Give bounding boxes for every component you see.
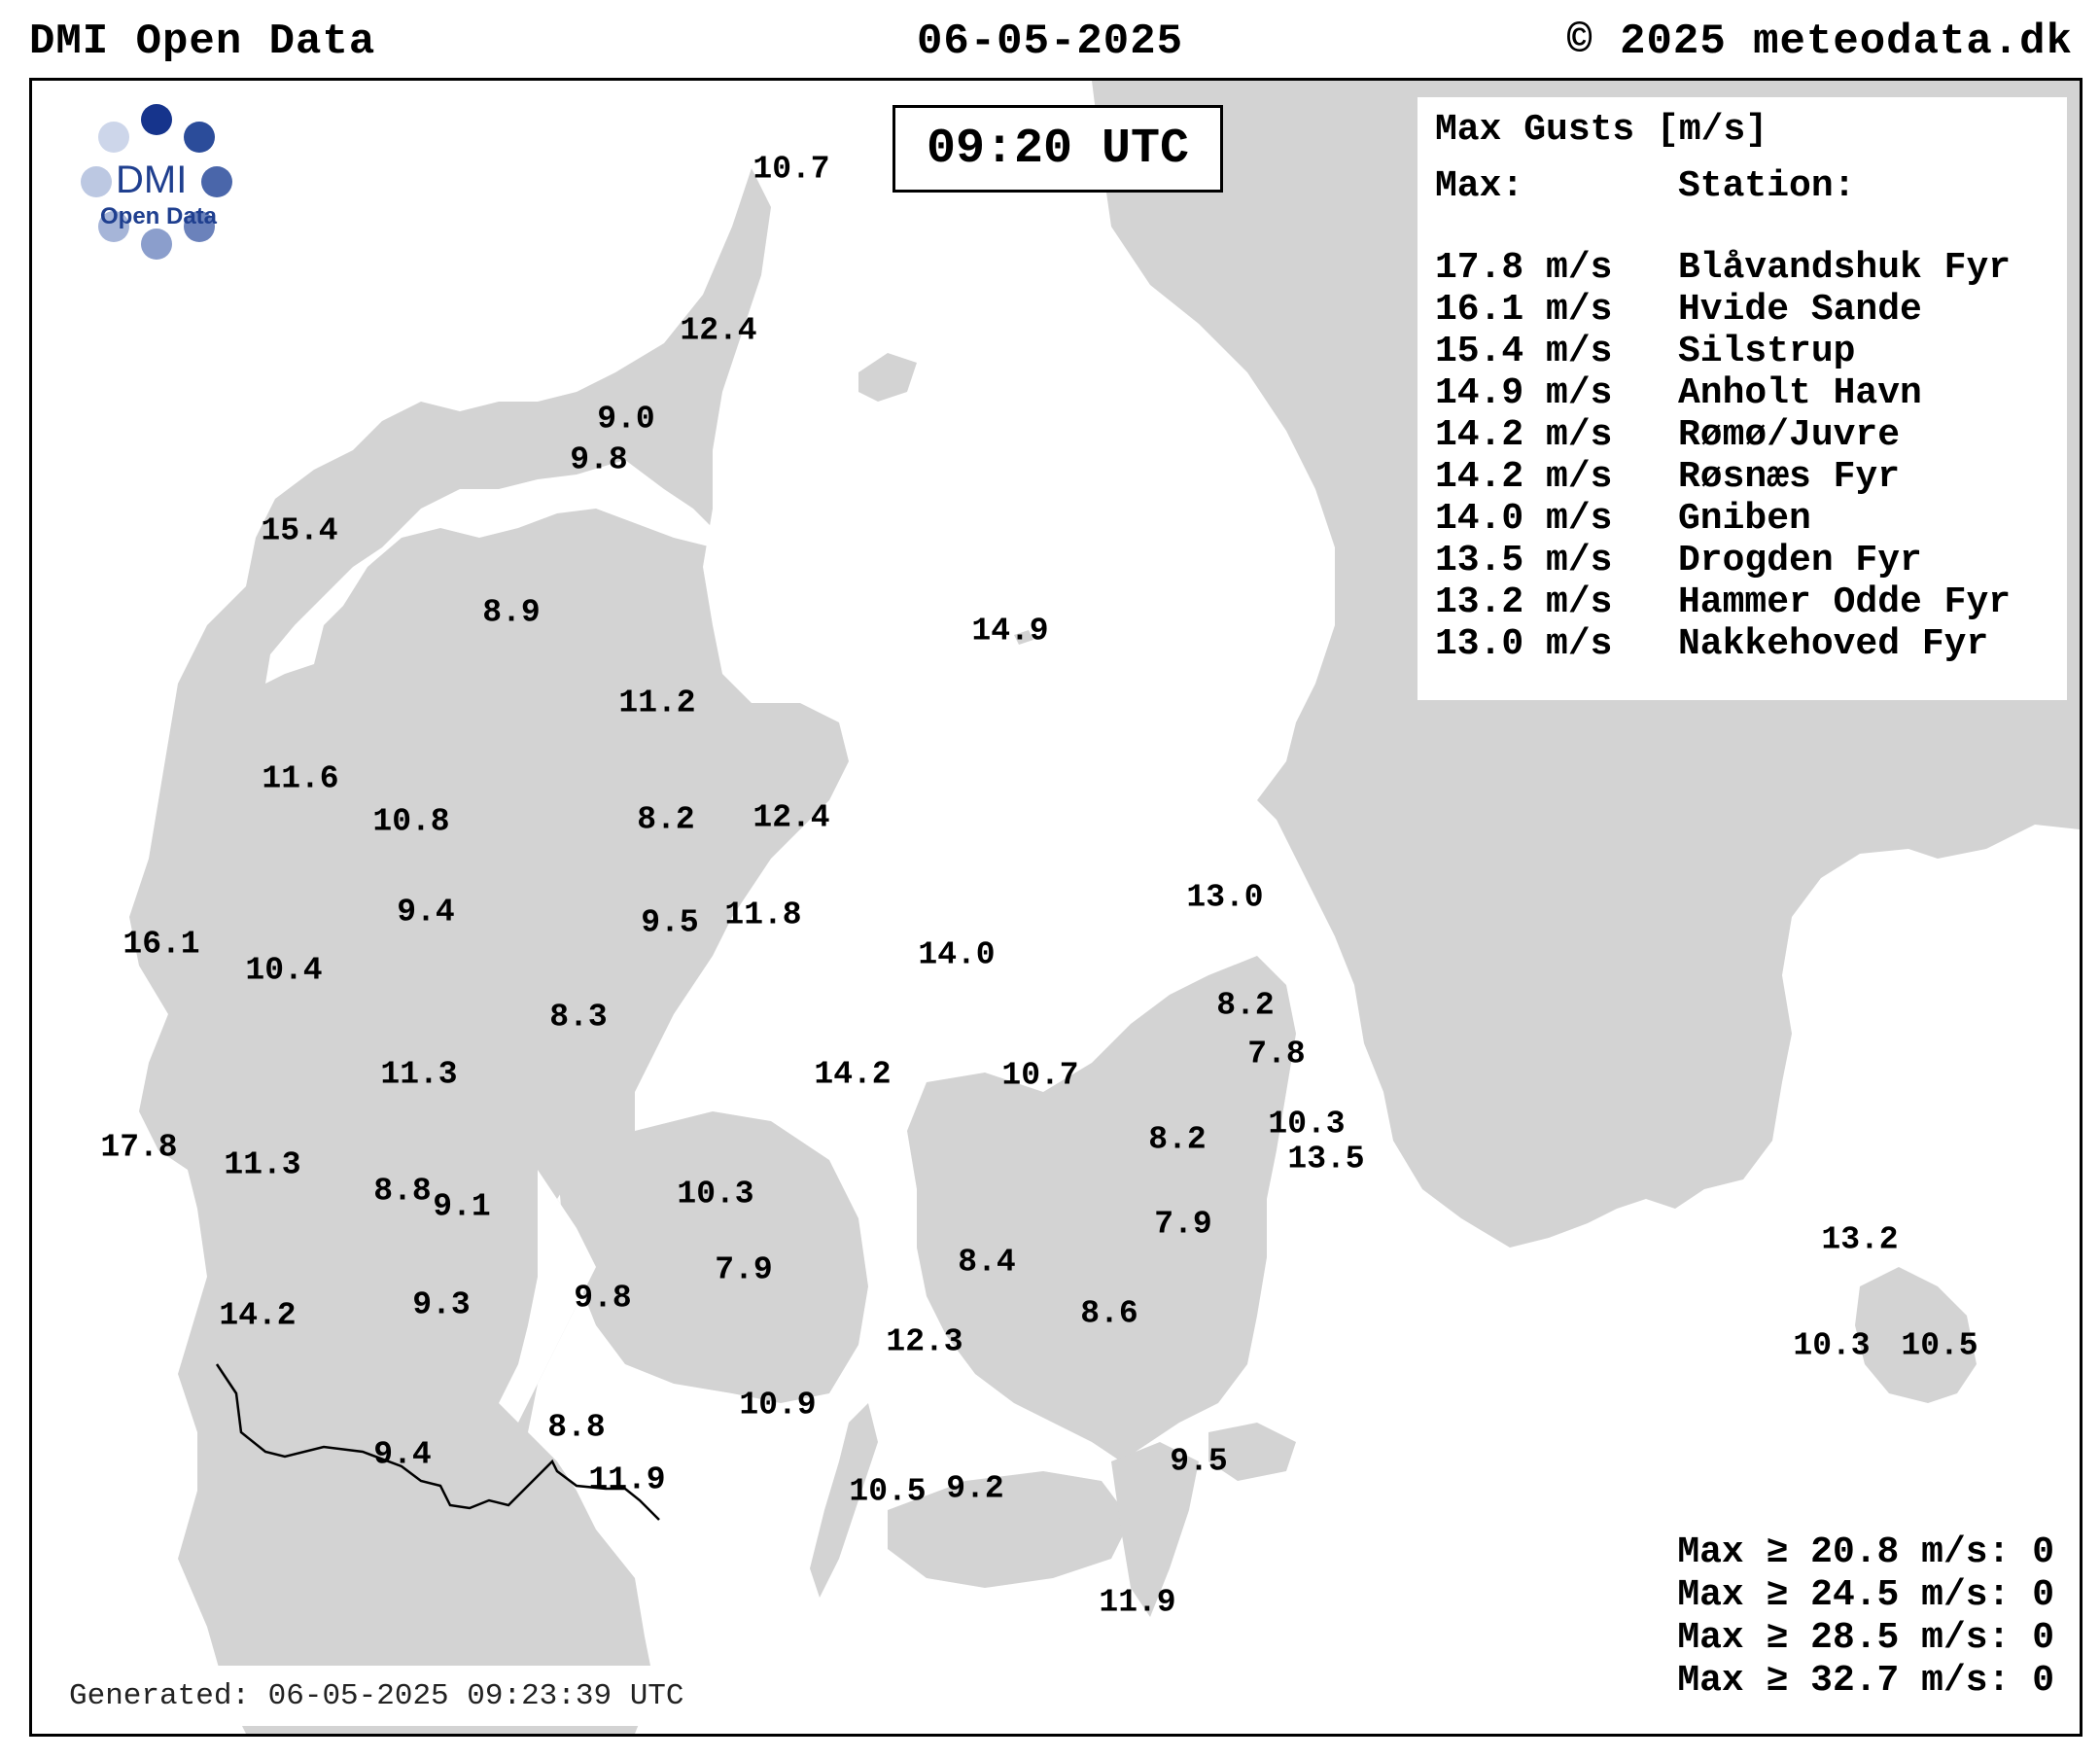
legend-panel xyxy=(1418,97,2067,700)
threshold-label: Max ≥ 28.5 m/s: xyxy=(1677,1617,2011,1659)
station-value: 11.9 xyxy=(588,1461,666,1498)
legend-station: Hvide Sande xyxy=(1678,289,1922,331)
legend-row xyxy=(1435,581,2067,623)
time-label: 09:20 UTC xyxy=(892,105,1223,193)
laeso-landmass xyxy=(858,353,917,402)
threshold-label: Max ≥ 24.5 m/s: xyxy=(1677,1574,2011,1616)
threshold-label: Max ≥ 20.8 m/s: xyxy=(1677,1531,2011,1573)
station-value: 8.8 xyxy=(373,1173,432,1210)
station-value: 10.7 xyxy=(1001,1057,1079,1094)
header-date: 06-05-2025 xyxy=(916,18,1184,66)
station-value: 7.8 xyxy=(1247,1036,1306,1073)
station-value: 13.0 xyxy=(1186,879,1264,916)
legend-station: Rømø/Juvre xyxy=(1678,414,1901,456)
legend-value: 16.1 m/s xyxy=(1435,289,1613,331)
logo-subtext: Open Data xyxy=(100,203,218,229)
station-value: 11.2 xyxy=(618,685,696,721)
logo-dot-1 xyxy=(141,104,172,135)
logo-dot-3 xyxy=(201,166,232,197)
station-value: 8.2 xyxy=(637,801,695,838)
legend-row xyxy=(1435,289,2067,331)
threshold-row xyxy=(1677,1574,2054,1617)
station-value: 9.0 xyxy=(597,401,655,438)
station-value: 10.8 xyxy=(372,803,450,840)
legend-station: Anholt Havn xyxy=(1678,372,1922,414)
threshold-count: 0 xyxy=(2032,1660,2054,1702)
legend-station: Gniben xyxy=(1678,498,1811,540)
header-title: DMI Open Data xyxy=(29,18,376,66)
station-value: 9.1 xyxy=(433,1188,491,1225)
logo-dot-2 xyxy=(184,122,215,153)
station-value: 12.4 xyxy=(680,312,757,349)
legend-station: Røsnæs Fyr xyxy=(1678,456,1901,498)
header-copyright: © 2025 meteodata.dk xyxy=(1566,18,2073,66)
legend-station: Silstrup xyxy=(1678,331,1856,372)
logo-dot-7 xyxy=(81,166,112,197)
station-value: 7.9 xyxy=(1154,1206,1212,1243)
station-value: 9.3 xyxy=(412,1286,471,1323)
legend-row xyxy=(1435,540,2067,581)
station-value: 10.7 xyxy=(752,151,830,188)
funen-landmass xyxy=(557,1111,868,1403)
station-value: 16.1 xyxy=(122,926,200,963)
station-value: 13.2 xyxy=(1821,1221,1899,1258)
station-value: 12.4 xyxy=(752,799,830,836)
legend-column-headers xyxy=(1435,165,2067,247)
threshold-row xyxy=(1677,1617,2054,1660)
station-value: 10.9 xyxy=(739,1387,817,1424)
legend-value: 17.8 m/s xyxy=(1435,247,1613,289)
logo-dot-8 xyxy=(98,122,129,153)
legend-value: 13.2 m/s xyxy=(1435,581,1613,623)
legend-station: Drogden Fyr xyxy=(1678,540,1922,581)
station-value: 8.6 xyxy=(1080,1295,1138,1332)
station-value: 9.4 xyxy=(397,894,455,931)
station-value: 10.3 xyxy=(1268,1106,1346,1143)
zealand-landmass xyxy=(907,956,1296,1461)
station-value: 10.5 xyxy=(1901,1327,1978,1364)
station-value: 11.3 xyxy=(224,1146,301,1183)
station-value: 8.2 xyxy=(1216,987,1275,1024)
jutland-landmass xyxy=(129,168,849,1734)
logo-text: DMI xyxy=(116,158,188,201)
station-value: 10.3 xyxy=(1793,1327,1871,1364)
legend-row xyxy=(1435,623,2067,665)
station-value: 10.5 xyxy=(849,1473,927,1510)
legend-value: 13.5 m/s xyxy=(1435,540,1613,581)
station-value: 12.3 xyxy=(886,1323,963,1360)
legend-row xyxy=(1435,247,2067,289)
station-value: 9.5 xyxy=(1170,1443,1228,1480)
station-value: 11.8 xyxy=(724,897,802,933)
station-value: 11.9 xyxy=(1099,1584,1176,1621)
station-value: 8.3 xyxy=(549,999,608,1036)
station-value: 14.2 xyxy=(219,1297,297,1334)
dmi-logo xyxy=(50,92,254,297)
station-value: 15.4 xyxy=(261,512,338,549)
map-frame xyxy=(29,78,2082,1737)
station-value: 9.8 xyxy=(574,1280,632,1317)
station-value: 10.4 xyxy=(245,952,323,989)
legend-title: Max Gusts [m/s] xyxy=(1435,109,1768,151)
legend-station: Nakkehoved Fyr xyxy=(1678,623,1989,665)
station-value: 13.5 xyxy=(1287,1141,1365,1178)
station-value: 8.4 xyxy=(958,1244,1016,1281)
threshold-label: Max ≥ 32.7 m/s: xyxy=(1677,1660,2011,1702)
station-value: 8.2 xyxy=(1148,1121,1207,1158)
threshold-counts xyxy=(1677,1531,2054,1703)
logo-dot-5 xyxy=(141,229,172,260)
station-value: 7.9 xyxy=(715,1251,773,1288)
station-value: 11.6 xyxy=(262,760,339,797)
threshold-count: 0 xyxy=(2032,1574,2054,1616)
threshold-count: 0 xyxy=(2032,1617,2054,1659)
legend-value: 14.2 m/s xyxy=(1435,414,1613,456)
threshold-row xyxy=(1677,1531,2054,1574)
station-value: 9.2 xyxy=(946,1470,1004,1507)
threshold-row xyxy=(1677,1660,2054,1703)
legend-value: 14.9 m/s xyxy=(1435,372,1613,414)
legend-col-station: Station: xyxy=(1678,165,1856,207)
legend-value: 15.4 m/s xyxy=(1435,331,1613,372)
station-value: 10.3 xyxy=(677,1176,754,1213)
legend-value: 14.2 m/s xyxy=(1435,456,1613,498)
station-value: 9.5 xyxy=(641,904,699,941)
station-value: 8.8 xyxy=(547,1409,606,1446)
generated-timestamp: Generated: 06-05-2025 09:23:39 UTC xyxy=(52,1666,732,1726)
threshold-count: 0 xyxy=(2032,1531,2054,1573)
station-value: 14.0 xyxy=(918,936,996,973)
station-value: 9.8 xyxy=(570,441,628,478)
legend-station: Hammer Odde Fyr xyxy=(1678,581,2012,623)
station-value: 17.8 xyxy=(100,1129,178,1166)
station-value: 11.3 xyxy=(380,1056,458,1093)
legend-row xyxy=(1435,498,2067,540)
station-value: 14.2 xyxy=(814,1056,892,1093)
legend-row xyxy=(1435,456,2067,498)
station-value: 8.9 xyxy=(482,594,541,631)
legend-col-max: Max: xyxy=(1435,165,1524,207)
station-value: 14.9 xyxy=(971,613,1049,650)
legend-row xyxy=(1435,331,2067,372)
legend-row xyxy=(1435,414,2067,456)
legend-value: 13.0 m/s xyxy=(1435,623,1613,665)
legend-station: Blåvandshuk Fyr xyxy=(1678,247,2012,289)
station-value: 9.4 xyxy=(373,1436,432,1473)
legend-value: 14.0 m/s xyxy=(1435,498,1613,540)
legend-row xyxy=(1435,372,2067,414)
